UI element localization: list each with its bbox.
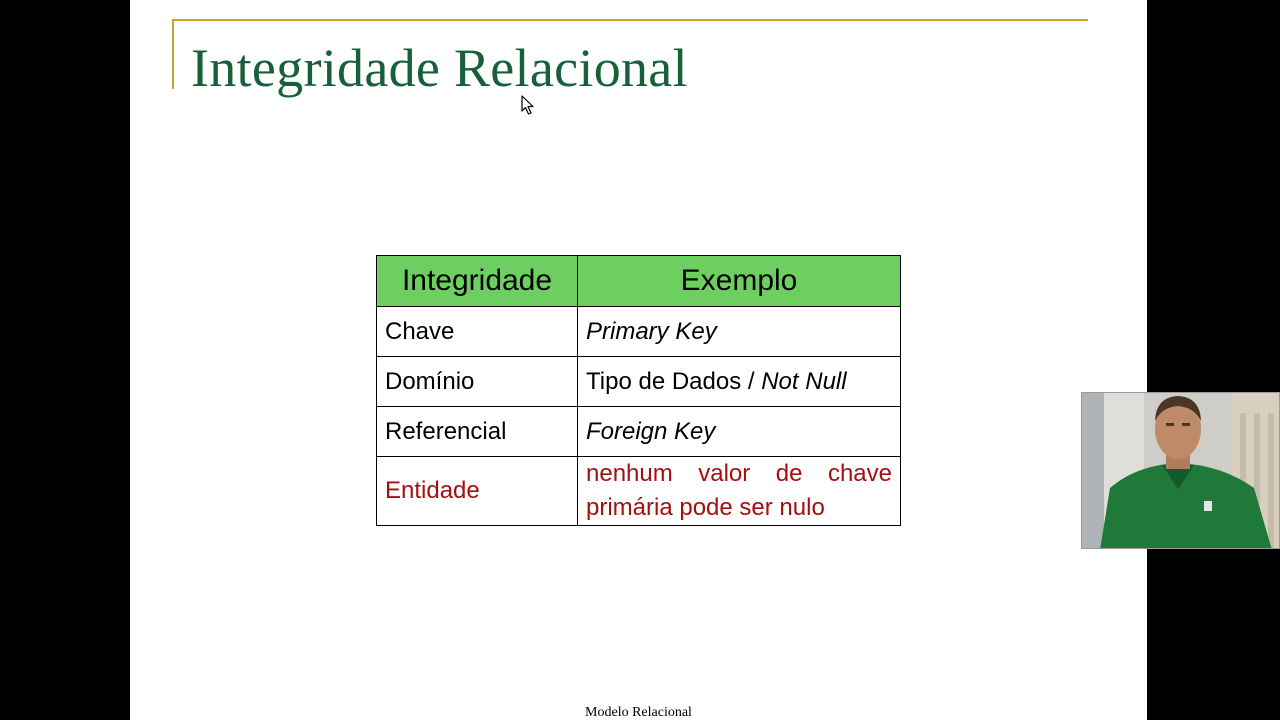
exemplo-italic-text: Primary Key [586,317,717,345]
column-header-integridade: Integridade [377,256,578,307]
presenter-webcam-overlay [1081,392,1280,549]
exemplo-italic-text: Foreign Key [586,417,716,445]
table-row [377,357,901,407]
table-row [377,407,901,457]
table-row-entidade [377,457,901,526]
cell-tipo: Entidade [377,457,578,526]
presenter-video-frame [1082,393,1280,549]
exemplo-italic-text: Not Null [761,367,847,395]
cell-exemplo [578,407,901,457]
cell-tipo: Chave [377,307,578,357]
slide-title: Integridade Relacional [191,38,688,98]
slide-footer: Modelo Relacional [585,705,692,720]
cell-exemplo [578,307,901,357]
cell-tipo: Domínio [377,357,578,407]
cell-exemplo: nenhum valor de chave primária pode ser nulo [578,457,901,526]
title-accent-line-top [172,19,1088,21]
title-accent-line-left [172,19,174,89]
presentation-slide [130,0,1147,720]
column-header-exemplo: Exemplo [578,256,901,307]
table-header-row [377,256,901,307]
table-row [377,307,901,357]
cell-tipo: Referencial [377,407,578,457]
integrity-table [376,255,901,526]
cell-exemplo [578,357,901,407]
exemplo-text: Tipo de Dados / [586,367,762,395]
mouse-pointer-icon [521,95,535,115]
